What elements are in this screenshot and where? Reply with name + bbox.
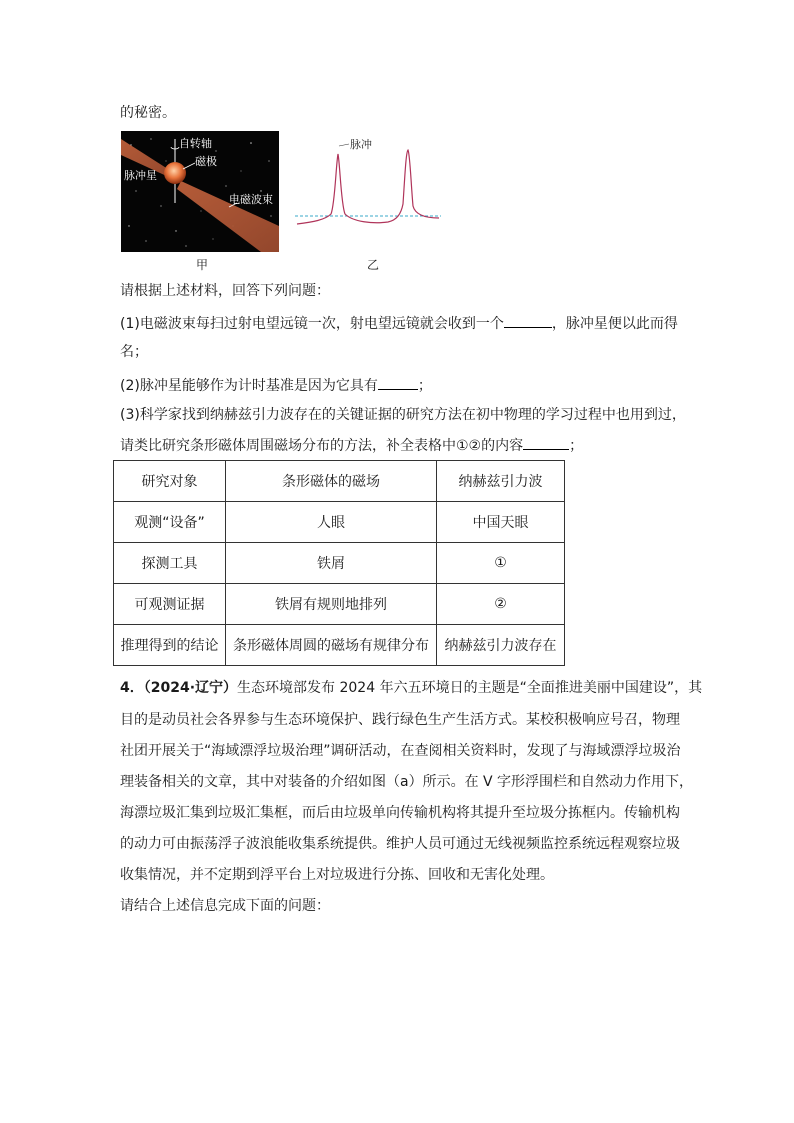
problem-source: （2024·辽宁） xyxy=(143,680,238,696)
table-cell: 铁屑 xyxy=(226,543,437,584)
table-row xyxy=(114,461,565,502)
question-3-line-2 xyxy=(120,435,583,456)
axis-label: 自转轴 xyxy=(179,137,212,150)
pulsar-figure xyxy=(121,131,279,252)
question-3-line: (3)科学家找到纳赫兹引力波存在的关键证据的研究方法在初中物理的学习过程中也用到过， xyxy=(120,407,686,423)
table-cell: 条形磁体周圆的磁场有规律分布 xyxy=(226,625,437,666)
table-row xyxy=(114,502,565,543)
problem-4-line: 理装备相关的文章，其中对装备的介绍如图（a）所示。在 V 字形浮围栏和自然动力作用下， xyxy=(120,774,694,790)
table-cell: 人眼 xyxy=(226,502,437,543)
table-cell: 可观测证据 xyxy=(114,584,226,625)
table-cell: 纳赫兹引力波存在 xyxy=(437,625,565,666)
pulse-figure xyxy=(293,134,443,234)
question-1-text: (1)电磁波束每扫过射电望远镜一次，射电望远镜就会收到一个 xyxy=(120,316,504,332)
table-row xyxy=(114,584,565,625)
beam-label: 电磁波束 xyxy=(229,193,273,206)
pulsar-label: 脉冲星 xyxy=(124,169,157,182)
comparison-table xyxy=(113,460,565,666)
pulsar-star xyxy=(164,162,186,184)
problem-4-first-line xyxy=(120,678,702,698)
problem-4-line: 社团开展关于“海域漂浮垃圾治理”调研活动，在查阅相关资料时，发现了与海域漂浮垃圾治 xyxy=(120,743,681,759)
questions-prompt: 请根据上述材料，回答下列问题： xyxy=(120,283,330,299)
question-3-text: 请类比研究条形磁体周围磁场分布的方法，补全表格中①②的内容 xyxy=(120,438,524,454)
table-cell: 中国天眼 xyxy=(437,502,565,543)
table-cell: 纳赫兹引力波 xyxy=(437,461,565,502)
table-cell: 研究对象 xyxy=(114,461,226,502)
problem-4-line: 的动力可由振荡浮子波浪能收集系统提供。维护人员可通过无线视频监控系统远程观察垃圾 xyxy=(120,836,680,852)
table-cell: 条形磁体的磁场 xyxy=(226,461,437,502)
pulse-label: 脉冲 xyxy=(350,138,372,151)
question-1-line xyxy=(120,313,678,334)
table-cell-answer-2[interactable]: ② xyxy=(437,584,565,625)
figure-jia-caption: 甲 xyxy=(196,258,209,272)
answer-blank-3[interactable] xyxy=(523,435,569,450)
question-3-text-b: ； xyxy=(569,438,584,454)
problem-4-line: 海漂垃圾汇集到垃圾汇集框，而后由垃圾单向传输机构将其提升至垃圾分拣框内。传输机构 xyxy=(120,805,680,821)
question-2-text: (2)脉冲星能够作为计时基准是因为它具有 xyxy=(120,378,378,394)
table-row xyxy=(114,625,565,666)
table-cell-answer-1[interactable]: ① xyxy=(437,543,565,584)
question-1-cont: 名； xyxy=(120,344,148,360)
problem-number: 4． xyxy=(120,680,144,696)
problem-4-closing: 请结合上述信息完成下面的问题： xyxy=(120,898,330,914)
problem-4-line: 收集情况，并不定期到浮平台上对垃圾进行分拣、回收和无害化处理。 xyxy=(120,867,554,883)
table-cell: 推理得到的结论 xyxy=(114,625,226,666)
figure-yi-caption: 乙 xyxy=(367,258,380,272)
question-2-text-b: ； xyxy=(417,378,432,394)
lower-beam xyxy=(177,181,279,252)
problem-text: 生态环境部发布 2024 年六五环境日的主题是“全面推进美丽中国建设”，其 xyxy=(237,680,703,696)
question-2-line xyxy=(120,375,432,396)
pulse-pointer xyxy=(339,144,349,146)
table-cell: 观测“设备” xyxy=(114,502,226,543)
table-cell: 探测工具 xyxy=(114,543,226,584)
table-row xyxy=(114,543,565,584)
pulse-curve-chart xyxy=(293,134,443,234)
answer-blank-2[interactable] xyxy=(378,375,418,390)
problem-4-line: 目的是动员社会各界参与生态环境保护、践行绿色生产生活方式。某校积极响应号召，物理 xyxy=(120,712,680,728)
question-1-text-b: ，脉冲星便以此而得 xyxy=(551,316,678,332)
pulsar-illustration xyxy=(121,131,279,252)
pulse-curve xyxy=(297,150,439,224)
pole-pointer xyxy=(183,163,195,169)
answer-blank-1[interactable] xyxy=(504,313,552,328)
intro-tail: 的秘密。 xyxy=(120,105,176,121)
pole-label: 磁极 xyxy=(195,155,217,168)
table-cell: 铁屑有规则地排列 xyxy=(226,584,437,625)
